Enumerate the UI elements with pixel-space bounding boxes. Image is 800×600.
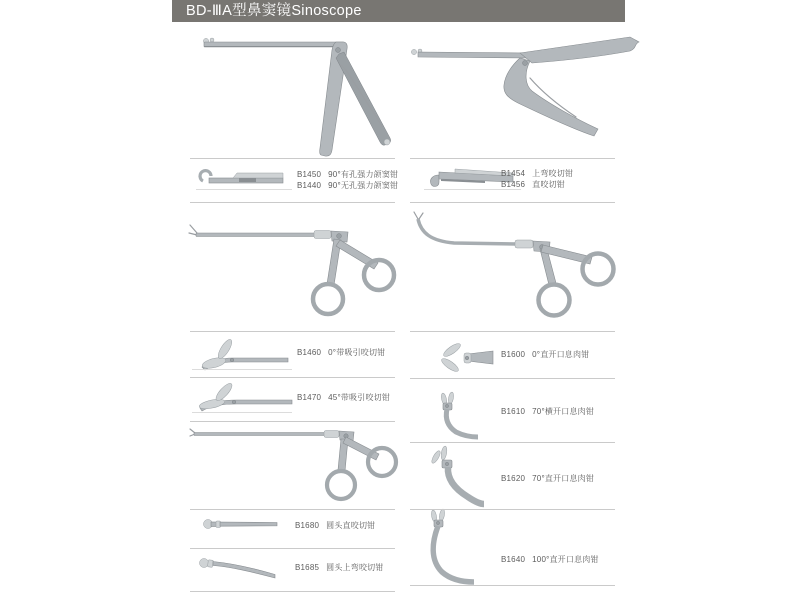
photo-curved-ring-forceps (409, 211, 644, 333)
product-label (297, 170, 398, 180)
product-code: B1640 (501, 555, 526, 564)
product-name: 0°直开口息肉钳 (532, 350, 590, 359)
thumb-polyp-70-straight-tip (424, 447, 494, 507)
product-name: 0°带吸引咬切钳 (328, 348, 386, 357)
divider-line (190, 202, 395, 203)
product-name: 圆头直咬切钳 (326, 521, 376, 530)
product-name: 上弯咬切钳 (532, 169, 574, 178)
product-label (295, 563, 384, 573)
product-name: 45°带吸引咬切钳 (328, 393, 391, 402)
divider-line (410, 331, 615, 332)
product-name: 100°直开口息肉钳 (532, 555, 599, 564)
product-code: B1680 (295, 521, 320, 530)
thumb-roundhead-straight-tip (201, 516, 279, 532)
divider-line (190, 421, 395, 422)
product-code: B1456 (501, 180, 526, 189)
photo-kerrison-punch-right (408, 33, 648, 138)
thumbnail-shelf-line (196, 189, 292, 190)
divider-line (190, 591, 395, 592)
product-label (501, 555, 599, 565)
thumb-roundhead-upcurved-tip (197, 556, 277, 582)
divider-line (410, 378, 615, 379)
divider-line (410, 585, 615, 586)
product-label (501, 407, 594, 417)
product-code: B1440 (297, 181, 322, 190)
product-label (501, 169, 573, 179)
divider-line (190, 158, 395, 159)
product-name: 90°无孔强力颌窦钳 (328, 181, 399, 190)
thumb-backbiter-tip (197, 166, 289, 190)
product-name: 90°有孔强力颌窦钳 (328, 170, 399, 179)
thumb-polyp-100-tip (414, 512, 486, 584)
divider-line (410, 158, 615, 159)
product-name: 直咬切钳 (532, 180, 565, 189)
page-title-bar (172, 0, 625, 22)
thumb-polyp-70-transverse-tip (420, 394, 482, 438)
product-name: 70°直开口息肉钳 (532, 474, 595, 483)
product-code: B1470 (297, 393, 322, 402)
product-label (297, 181, 398, 191)
divider-line (190, 331, 395, 332)
product-label (297, 393, 390, 403)
product-label (295, 521, 375, 531)
product-label (501, 180, 565, 190)
product-code: B1450 (297, 170, 322, 179)
page-title: BD-ⅢA型鼻窦镜Sinoscope (186, 3, 362, 19)
divider-line (410, 442, 615, 443)
product-code: B1620 (501, 474, 526, 483)
product-code: B1685 (295, 563, 320, 572)
thumbnail-shelf-line (192, 412, 292, 413)
divider-line (190, 548, 395, 549)
photo-straight-ring-forceps (186, 207, 398, 329)
divider-line (190, 509, 395, 510)
divider-line (410, 509, 615, 510)
thumb-suction-0-tip (192, 340, 292, 372)
product-label (501, 350, 589, 360)
product-code: B1454 (501, 169, 526, 178)
thumb-polyp-0-tip (430, 342, 495, 372)
divider-line (190, 377, 395, 378)
product-label (501, 474, 594, 484)
product-code: B1460 (297, 348, 322, 357)
product-name: 圆头上弯咬切钳 (326, 563, 384, 572)
divider-line (410, 202, 615, 203)
product-label (297, 348, 385, 358)
thumbnail-shelf-line (192, 369, 292, 370)
product-code: B1610 (501, 407, 526, 416)
photo-long-straight-ring-forceps (188, 427, 398, 522)
product-code: B1600 (501, 350, 526, 359)
product-name: 70°横开口息肉钳 (532, 407, 595, 416)
photo-kerrison-punch-left (186, 30, 401, 160)
